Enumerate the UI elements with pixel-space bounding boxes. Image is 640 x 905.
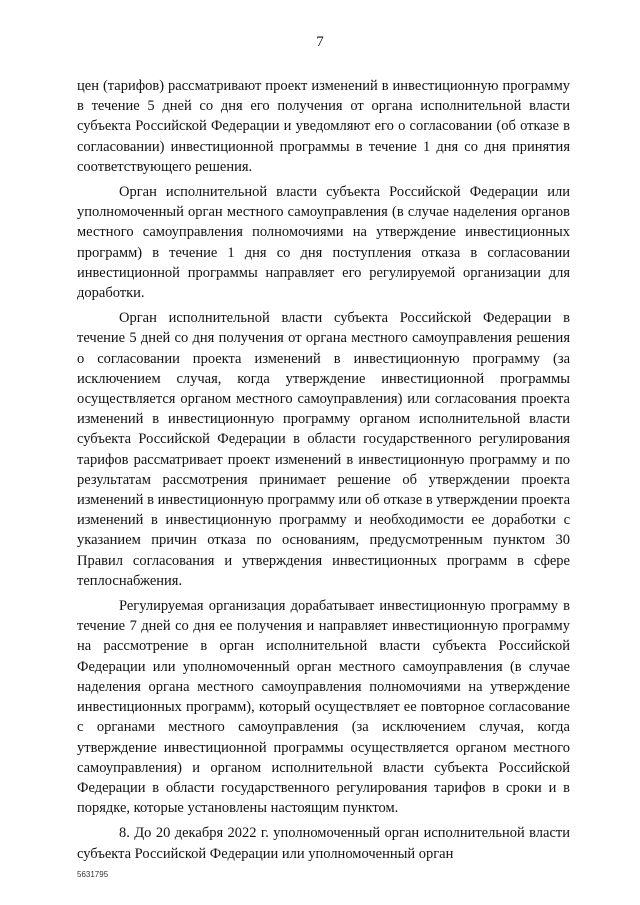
document-body xyxy=(77,76,570,869)
page-number: 7 xyxy=(316,34,324,50)
paragraph: Регулируемая организация дорабатывает инвестиционную программу в течение 7 дней со дня ее получения и направляет инвестиционную программу на рассмотрение в орган исполнительной власти субъекта Российской Федерации или уполномоченный орган местного самоуправления (в случае наделения органа местного самоуправления полномочиями на утверждение инвестиционных программ), который осуществляет ее повторное согласование с органами местного самоуправления (за исключением случая, когда утверждение инвестиционной программы осуществляется органом местного самоуправления) и органом исполнительной власти субъекта Российской Федерации в области государственного регулирования тарифов в сроки и в порядке, которые установлены настоящим пунктом. xyxy=(77,598,570,817)
document-id: 5631795 xyxy=(77,870,109,879)
paragraph: 8. До 20 декабря 2022 г. уполномоченный орган исполнительной власти субъекта Российской Федерации или уполномоченный орган xyxy=(77,825,570,862)
paragraph: Орган исполнительной власти субъекта Российской Федерации в течение 5 дней со дня получения от органа местного самоуправления решения о согласовании проекта изменений в инвестиционную программу (за исключением случая, когда утверждение инвестиционной программы осуществляется органом местного самоуправления) или согласования проекта изменений в инвестиционную программу органом исполнительной власти субъекта Российской Федерации в области государственного регулирования тарифов рассматривает проект изменений в инвестиционную программу и по результатам рассмотрения принимает решение об утверждении проекта изменений в инвестиционную программу или об отказе в утверждении проекта изменений в инвестиционную программу и необходимости ее доработки с указанием причин отказа по основаниям, предусмотренным пунктом 30 Правил согласования и утверждения инвестиционных программ в сфере теплоснабжения. xyxy=(77,310,570,589)
paragraph: Орган исполнительной власти субъекта Российской Федерации или уполномоченный орган местного самоуправления (в случае наделения органов местного самоуправления полномочиями на утверждение инвестиционных программ) в течение 1 дня со дня поступления отказа в согласовании инвестиционной программы направляет его регулируемой организации для доработки. xyxy=(77,184,570,302)
paragraph: цен (тарифов) рассматривают проект изменений в инвестиционную программу в течение 5 дней со дня его получения от органа исполнительной власти субъекта Российской Федерации и уведомляют его о согласовании (об отказе в согласовании) инвестиционной программы в течение 1 дня со дня принятия соответствующего решения. xyxy=(77,78,570,175)
